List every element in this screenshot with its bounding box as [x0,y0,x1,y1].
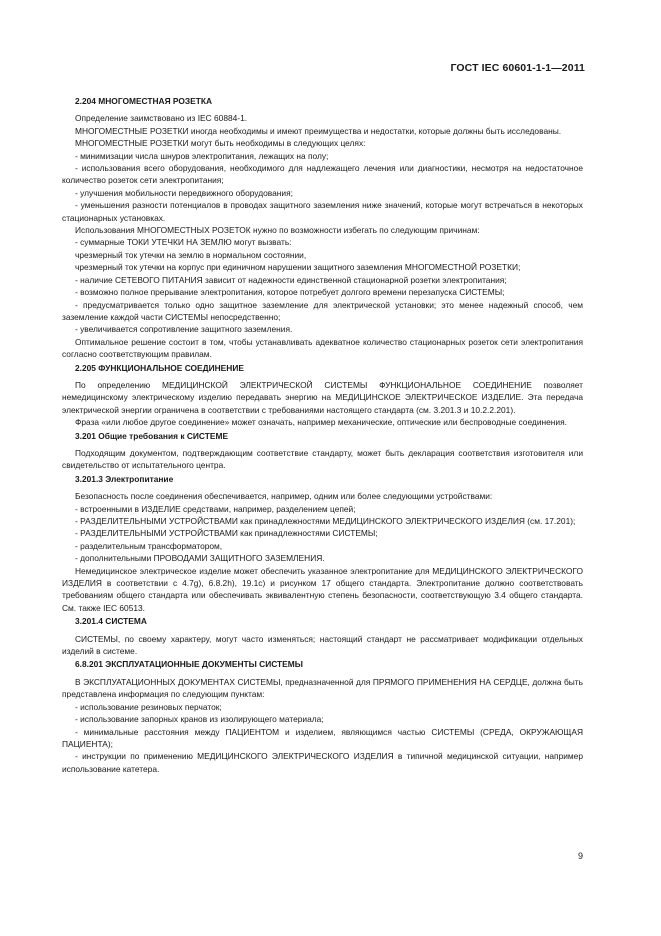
section-heading: 2.204 МНОГОМЕСТНАЯ РОЗЕТКА [75,96,213,106]
body-paragraph: По определению МЕДИЦИНСКОЙ ЭЛЕКТРИЧЕСКОЙ СИСТЕМЫ ФУНКЦИОНАЛЬНОЕ СОЕДИНЕНИЕ позволяет немедицинскому электрическому изделию передавать энергию на МЕДИЦИНСКОЕ ЭЛЕКТРИЧЕСКОЕ ИЗДЕЛИЕ. Эта передача электрической энергии ограничена в соответствии с требованиями настоящего стандарта (см. 3.201.3 и 10.2.2.201). [62,379,583,415]
body-paragraph: - наличие СЕТЕВОГО ПИТАНИЯ зависит от надежности единственной стационарной розетки электропитания; [75,274,507,285]
body-paragraph: - дополнительными ПРОВОДАМИ ЗАЩИТНОГО ЗАЗЕМЛЕНИЯ. [75,553,325,564]
body-paragraph: Безопасность после соединения обеспечивается, например, одним или более следующими устройствами: [75,491,493,502]
body-paragraph: - улучшения мобильности передвижного оборудования; [75,187,293,198]
body-paragraph: Определение заимствовано из IEC 60884-1. [75,113,248,124]
body-paragraph: - увеличивается сопротивление защитного заземления. [75,324,293,335]
body-paragraph: - минимальные расстояния между ПАЦИЕНТОМ и изделием, являющимся частью СИСТЕМЫ (СРЕДА, ОКРУЖАЮЩАЯ ПАЦИЕНТА); [62,726,583,749]
section-heading: 3.201 Общие требования к СИСТЕМЕ [75,430,229,441]
body-paragraph: чрезмерный ток утечки на корпус при единичном нарушении защитного заземления МНОГОМЕСТНОЙ РОЗЕТКИ; [75,262,521,273]
body-paragraph: - уменьшения разности потенциалов в проводах защитного заземления ниже значений, которые могут встречаться в некоторых стационарных установках. [62,200,583,223]
body-paragraph: - встроенными в ИЗДЕЛИЕ средствами, например, разделением цепей; [75,503,356,514]
page-number: 9 [577,851,583,861]
section-heading: 2.205 ФУНКЦИОНАЛЬНОЕ СОЕДИНЕНИЕ [75,362,244,373]
body-paragraph: - разделительным трансформатором, [75,540,223,551]
body-paragraph: Немедицинское электрическое изделие может обеспечить указанное электропитание для МЕДИЦИНСКОГО ЭЛЕКТРИЧЕСКОГО ИЗДЕЛИЯ в соответствии с 4.7g), 6.8.2h), 19.1c) и рисунком 17 общего стандарта. Электропитание должно соответствовать требованиям общего стандарта или обеспечивать эквивалентную степень безопасности, соответствующую 3.4 общего стандарта. См. также IEC 60513. [62,565,583,613]
body-paragraph: - минимизации числа шнуров электропитания, лежащих на полу; [75,150,329,161]
body-paragraph: Использования МНОГОМЕСТНЫХ РОЗЕТОК нужно по возможности избегать по следующим причинам: [75,225,480,236]
document-body [62,94,583,775]
section-heading: 3.201.4 СИСТЕМА [75,616,147,627]
body-paragraph: - предусматривается только одно защитное заземление для электрической установки; это менее надежный способ, чем заземление каждой части СИСТЕМЫ непосредственно; [62,299,583,322]
body-paragraph: - использования всего оборудования, необходимого для надлежащего лечения или диагностики, несмотря на недостаточное количество розеток сети электропитания; [62,163,583,186]
body-paragraph: Фраза «или любое другое соединение» может означать, например механические, оптические или беспроводные соединения. [75,417,567,428]
body-paragraph: - использование резиновых перчаток; [75,701,222,712]
body-paragraph: чрезмерный ток утечки на землю в нормальном состоянии, [75,249,307,260]
body-paragraph: МНОГОМЕСТНЫЕ РОЗЕТКИ иногда необходимы и имеют преимущества и недостатки, которые должны быть исследованы. [75,125,562,136]
body-paragraph: СИСТЕМЫ, по своему характеру, могут часто изменяться; настоящий стандарт не рассматривает модификации отдельных изделий в системе. [62,633,583,657]
body-paragraph: - использование запорных кранов из изолирующего материала; [75,714,324,725]
section-heading: 3.201.3 Электропитание [75,473,174,484]
body-paragraph: Оптимальное решение состоит в том, чтобы устанавливать адекватное количество стационарных розеток сети электропитания согласно соответствующим правилам. [62,336,583,360]
body-paragraph: - РАЗДЕЛИТЕЛЬНЫМИ УСТРОЙСТВАМИ как принадлежностями МЕДИЦИНСКОГО ЭЛЕКТРИЧЕСКОГО ИЗДЕЛИЯ (см. 17.201); [75,516,576,526]
body-paragraph: Подходящим документом, подтверждающим соответствие стандарту, может быть декларация соответствия изготовителя или свидетельство от испытательного центра. [62,447,583,471]
body-paragraph: - возможно полное прерывание электропитания, которое потребует долгого времени перезапуска СИСТЕМЫ; [75,287,505,298]
body-paragraph: В ЭКСПЛУАТАЦИОННЫХ ДОКУМЕНТАХ СИСТЕМЫ, предназначенной для ПРЯМОГО ПРИМЕНЕНИЯ НА СЕРДЦЕ, должна быть представлена информация по следующим пунктам: [62,676,583,700]
body-paragraph: - суммарные ТОКИ УТЕЧКИ НА ЗЕМЛЮ могут вызвать: [75,237,292,248]
section-heading: 6.8.201 ЭКСПЛУАТАЦИОННЫЕ ДОКУМЕНТЫ СИСТЕМЫ [75,659,303,670]
body-paragraph: - РАЗДЕЛИТЕЛЬНЫМИ УСТРОЙСТВАМИ как принадлежностями СИСТЕМЫ; [75,528,378,539]
document-id-header: ГОСТ IEC 60601-1-1—2011 [450,62,585,74]
body-paragraph: - инструкции по применению МЕДИЦИНСКОГО ЭЛЕКТРИЧЕСКОГО ИЗДЕЛИЯ в типичной медицинской ситуации, например использование катетера. [62,751,583,774]
body-paragraph: МНОГОМЕСТНЫЕ РОЗЕТКИ могут быть необходимы в следующих целях: [75,138,366,149]
